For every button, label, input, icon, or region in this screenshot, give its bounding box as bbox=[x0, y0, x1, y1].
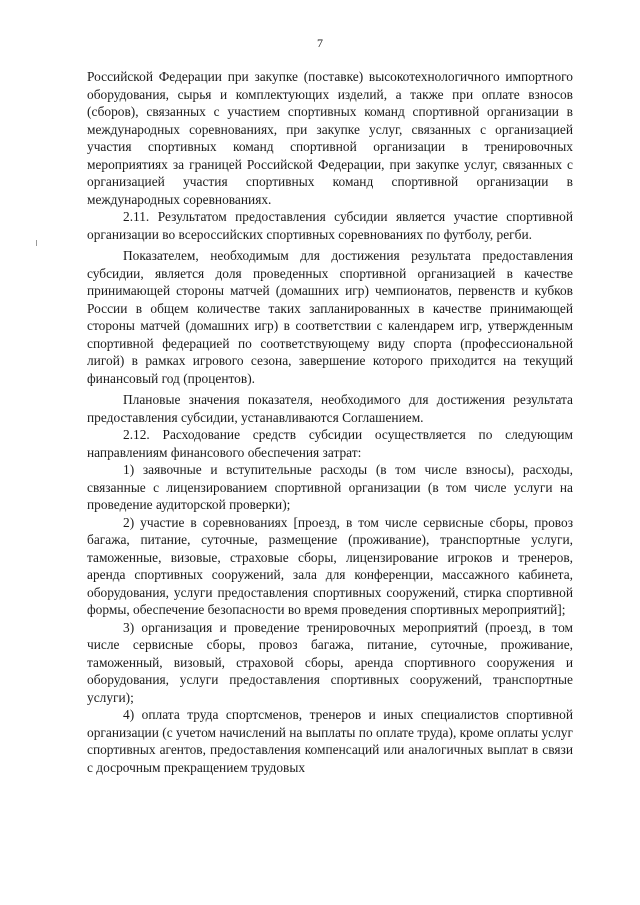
paragraph-continuation: Российской Федерации при закупке (поставке) высокотехнологичного импортного оборудования, сырья и комплектующих изделий, а также при оплате взносов (сборов), связанных с участием спортивных команд спортивной организации в международных соревнованиях, при закупке услуг, связанных с организацией участия спортивных команд спортивной организации в тренировочных мероприятиях за границей Российской Федерации, при закупке услуг, связанных с организацией участия спортивных команд спортивной организации в международных соревнованиях. bbox=[87, 69, 573, 207]
paragraph-planned-values: Плановые значения показателя, необходимого для достижения результата предоставления субсидии, устанавливаются Соглашением. bbox=[87, 392, 573, 425]
list-item-3: 3) организация и проведение тренировочных мероприятий (проезд, в том числе сервисные сборы, провоз багажа, питание, суточные, проживание, таможенный, визовый, страховой сборы, аренда спортивного сооружения и оборудования, услуги предоставления спортивных сооружений, транспортные услуги); bbox=[87, 619, 573, 705]
paragraph-2-12: 2.12. Расходование средств субсидии осуществляется по следующим направлениям финансового обеспечения затрат: bbox=[87, 427, 573, 460]
margin-mark bbox=[36, 240, 37, 246]
paragraph-2-11: 2.11. Результатом предоставления субсидии является участие спортивной организации во всероссийских спортивных соревнованиях по футболу, регби. bbox=[87, 209, 573, 242]
list-item-1: 1) заявочные и вступительные расходы (в том числе взносы), расходы, связанные с лицензированием спортивной организации (в том числе услуги на проведение аудиторской проверки); bbox=[87, 462, 573, 512]
page-number: 7 bbox=[317, 36, 323, 50]
document-body bbox=[87, 68, 573, 776]
list-item-4: 4) оплата труда спортсменов, тренеров и иных специалистов спортивной организации (с учетом начислений на выплаты по оплате труда), кроме оплаты услуг спортивных агентов, предоставления компенсаций или аналогичных выплат в связи с досрочным прекращением трудовых bbox=[87, 707, 573, 775]
paragraph-indicator: Показателем, необходимым для достижения результата предоставления субсидии, является доля проведенных спортивной организацией в качестве принимающей стороны матчей (домашних игр) чемпионатов, первенств и кубков России в общем количестве таких запланированных в качестве принимающей стороны матчей (домашних игр) в соответствии с календарем игр, утвержденным спортивной федерацией по соответствующему виду спорта (профессиональной лигой) в рамках игрового сезона, завершение которого приходится на текущий финансовый год (процентов). bbox=[87, 248, 573, 386]
list-item-2: 2) участие в соревнованиях [проезд, в том числе сервисные сборы, провоз багажа, питание, суточные, размещение (проживание), транспортные услуги, таможенные, визовые, страховые сборы, лицензирование игроков и тренеров, аренда спортивных сооружений, зала для конференции, массажного кабинета, оборудования, услуги предоставления спортивных сооружений, стирка спортивной формы, обеспечение безопасности во время проведения спортивных мероприятий]; bbox=[87, 514, 573, 617]
